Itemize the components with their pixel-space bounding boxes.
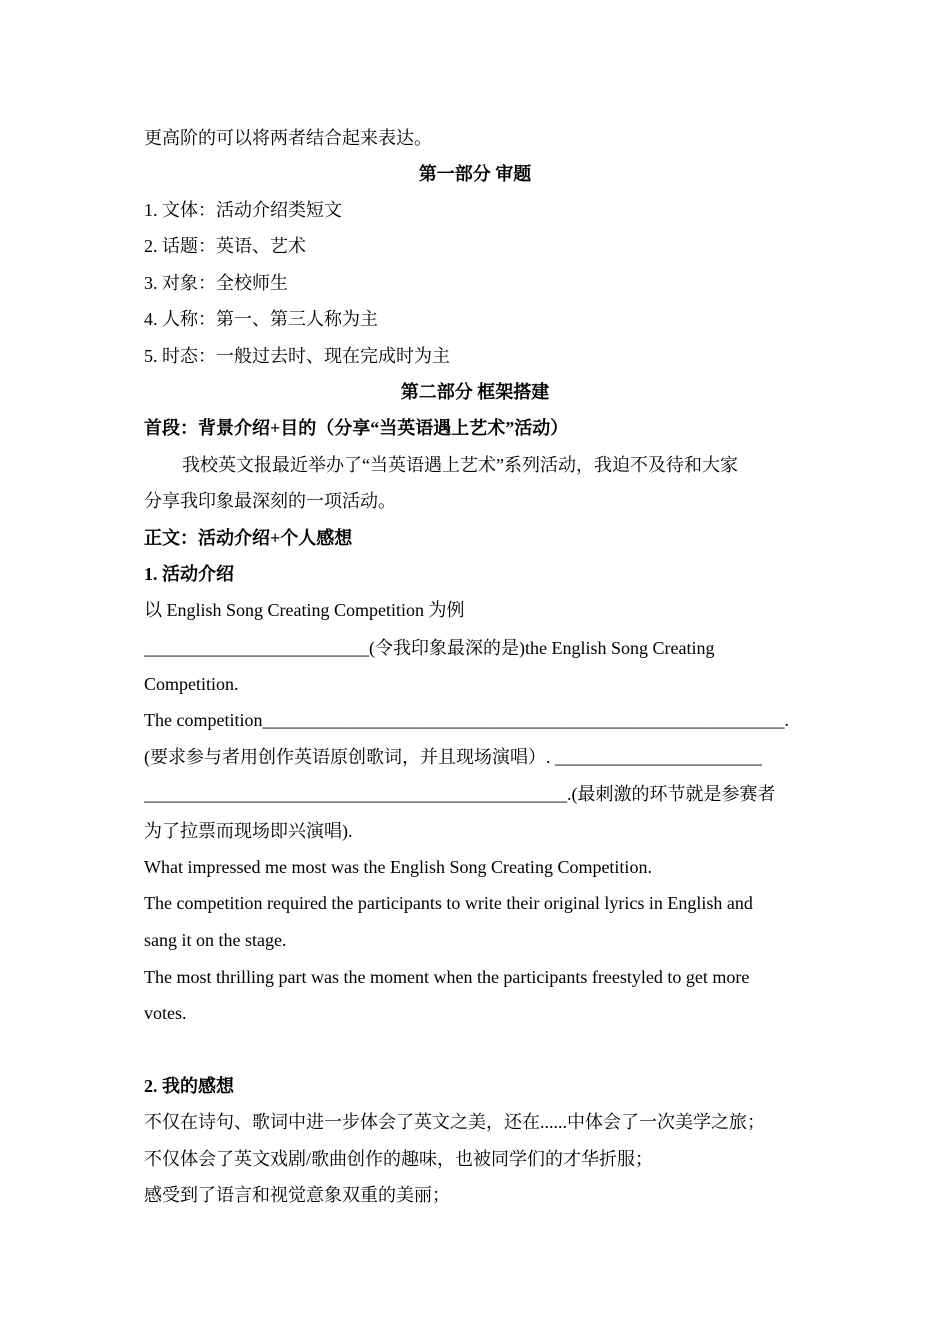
fill-blank-line: _________________________(令我印象最深的是)the English Song Creating <box>144 638 715 658</box>
fill-blank-line: (要求参与者用创作英语原创歌词，并且现场演唱）. _______________________ <box>144 747 762 767</box>
text-line: 更高阶的可以将两者结合起来表达。 <box>144 128 432 148</box>
text-line: 感受到了语言和视觉意象双重的美丽； <box>144 1185 450 1205</box>
subheading-body: 正文：活动介绍+个人感想 <box>144 528 353 548</box>
text-line: votes. <box>144 1003 187 1023</box>
fill-blank-line: The competition__________________________________________________________. <box>144 710 789 730</box>
list-item: 5. 时态：一般过去时、现在完成时为主 <box>144 346 450 366</box>
list-item: 3. 对象：全校师生 <box>144 273 288 293</box>
text-line: 不仅体会了英文戏剧/歌曲创作的趣味，也被同学们的才华折服； <box>144 1149 653 1169</box>
subheading-first-paragraph: 首段：背景介绍+目的（分享“当英语遇上艺术”活动） <box>144 418 569 438</box>
text-line: What impressed me most was the English Song Creating Competition. <box>144 857 652 877</box>
list-item: 1. 文体：活动介绍类短文 <box>144 200 342 220</box>
text-line: 分享我印象最深刻的一项活动。 <box>144 491 396 511</box>
text-line: 不仅在诗句、歌词中进一步体会了英文之美，还在......中体会了一次美学之旅； <box>144 1112 765 1132</box>
text-line: 我校英文报最近举办了“当英语遇上艺术”系列活动，我迫不及待和大家 <box>182 455 738 475</box>
text-line: 以 English Song Creating Competition 为例 <box>144 600 465 620</box>
subheading-my-thoughts: 2. 我的感想 <box>144 1076 234 1096</box>
subheading-activity-intro: 1. 活动介绍 <box>144 564 234 584</box>
text-line: The most thrilling part was the moment when the participants freestyled to get more <box>144 967 750 987</box>
text-line: Competition. <box>144 674 239 694</box>
section-heading-framework: 第二部分 框架搭建 <box>400 382 550 402</box>
text-line: sang it on the stage. <box>144 930 287 950</box>
text-line: 为了拉票而现场即兴演唱). <box>144 821 353 841</box>
list-item: 4. 人称：第一、第三人称为主 <box>144 309 378 329</box>
list-item: 2. 话题：英语、艺术 <box>144 236 306 256</box>
text-line: The competition required the participants to write their original lyrics in English and <box>144 893 753 913</box>
fill-blank-line: _______________________________________________.(最刺激的环节就是参赛者 <box>144 784 776 804</box>
section-heading-review: 第一部分 审题 <box>418 164 532 184</box>
